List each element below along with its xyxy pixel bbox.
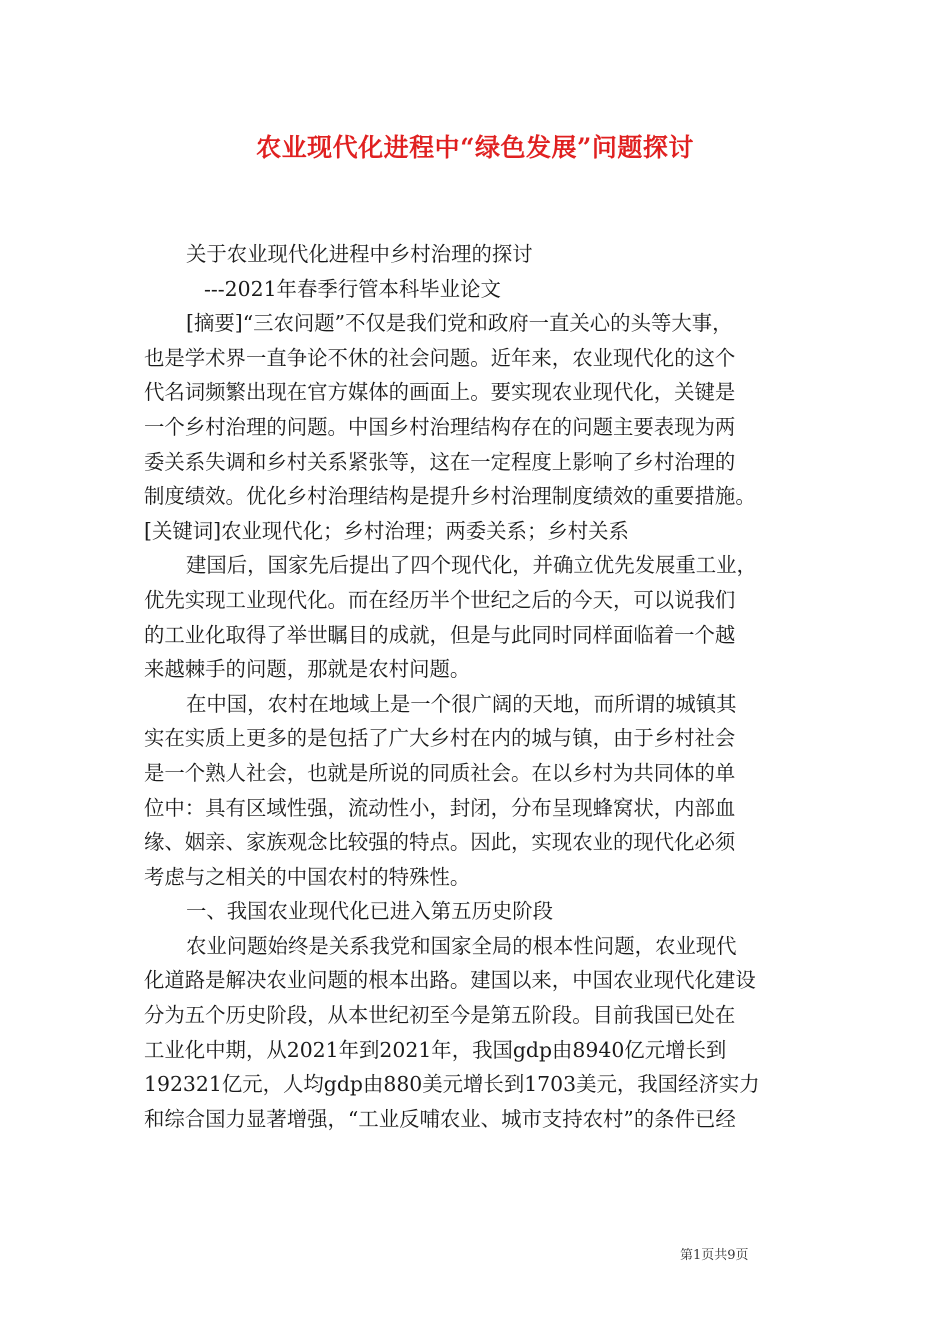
paragraph-2-line-1: 也是学术界一直争论不休的社会问题。近年来，农业现代化的这个 [144, 345, 736, 370]
document-body [144, 237, 816, 1136]
paragraph-1-line-0: ---2021年春季行管本科毕业论文 [204, 276, 501, 301]
paragraph-2-line-2: 代名词频繁出现在官方媒体的画面上。要实现农业现代化，关键是 [144, 380, 736, 405]
paragraph-7-line-2: 分为五个历史阶段，从本世纪初至今是第五阶段。目前我国已处在 [144, 1003, 736, 1028]
paragraph-3-line-0: [关键词]农业现代化；乡村治理；两委关系；乡村关系 [144, 518, 629, 543]
paragraph-7-line-1: 化道路是解决农业问题的根本出路。建国以来，中国农业现代化建设 [144, 968, 756, 993]
paragraph-7-line-5: 和综合国力显著增强，“工业反哺农业、城市支持农村”的条件已经 [144, 1106, 736, 1131]
page-title: 农业现代化进程中“绿色发展”问题探讨 [256, 133, 694, 162]
paragraph-2-line-5: 制度绩效。优化乡村治理结构是提升乡村治理制度绩效的重要措施。 [144, 484, 756, 509]
paragraph-7-line-0: 农业问题始终是关系我党和国家全局的根本性问题，农业现代 [186, 933, 737, 958]
paragraph-2-line-3: 一个乡村治理的问题。中国乡村治理结构存在的问题主要表现为两 [144, 414, 736, 439]
paragraph-2-line-0: [摘要]“三农问题”不仅是我们党和政府一直关心的头等大事， [186, 311, 733, 336]
paragraph-5-line-5: 考虑与之相关的中国农村的特殊性。 [144, 864, 471, 889]
paragraph-5-line-2: 是一个熟人社会，也就是所说的同质社会。在以乡村为共同体的单 [144, 760, 736, 785]
paragraph-2-line-4: 委关系失调和乡村关系紧张等，这在一定程度上影响了乡村治理的 [144, 449, 736, 474]
paragraph-4-line-2: 的工业化取得了举世瞩目的成就，但是与此同时同样面临着一个越 [144, 622, 736, 647]
paragraph-4-line-0: 建国后，国家先后提出了四个现代化，并确立优先发展重工业， [186, 553, 757, 578]
paragraph-4-line-3: 来越棘手的问题，那就是农村问题。 [144, 657, 471, 682]
paragraph-5-line-3: 位中：具有区域性强，流动性小，封闭，分布呈现蜂窝状，内部血 [144, 795, 736, 820]
paragraph-0-line-0: 关于农业现代化进程中乡村治理的探讨 [186, 242, 533, 266]
page-number: 第1页共9页 [680, 1248, 749, 1263]
paragraph-4-line-1: 优先实现工业现代化。而在经历半个世纪之后的今天，可以说我们 [144, 587, 736, 612]
paragraph-5-line-0: 在中国，农村在地域上是一个很广阔的天地，而所谓的城镇其 [186, 691, 737, 716]
paragraph-6-line-0: 一、我国农业现代化已进入第五历史阶段 [186, 899, 554, 924]
paragraph-5-line-1: 实在实质上更多的是包括了广大乡村在内的城与镇，由于乡村社会 [144, 726, 736, 751]
paragraph-7-line-3: 工业化中期，从2021年到2021年，我国gdp由8940亿元增长到 [144, 1037, 727, 1062]
paragraph-5-line-4: 缘、姻亲、家族观念比较强的特点。因此，实现农业的现代化必须 [144, 830, 736, 855]
paragraph-7-line-4: 192321亿元，人均gdp由880美元增长到1703美元，我国经济实力 [144, 1072, 760, 1097]
